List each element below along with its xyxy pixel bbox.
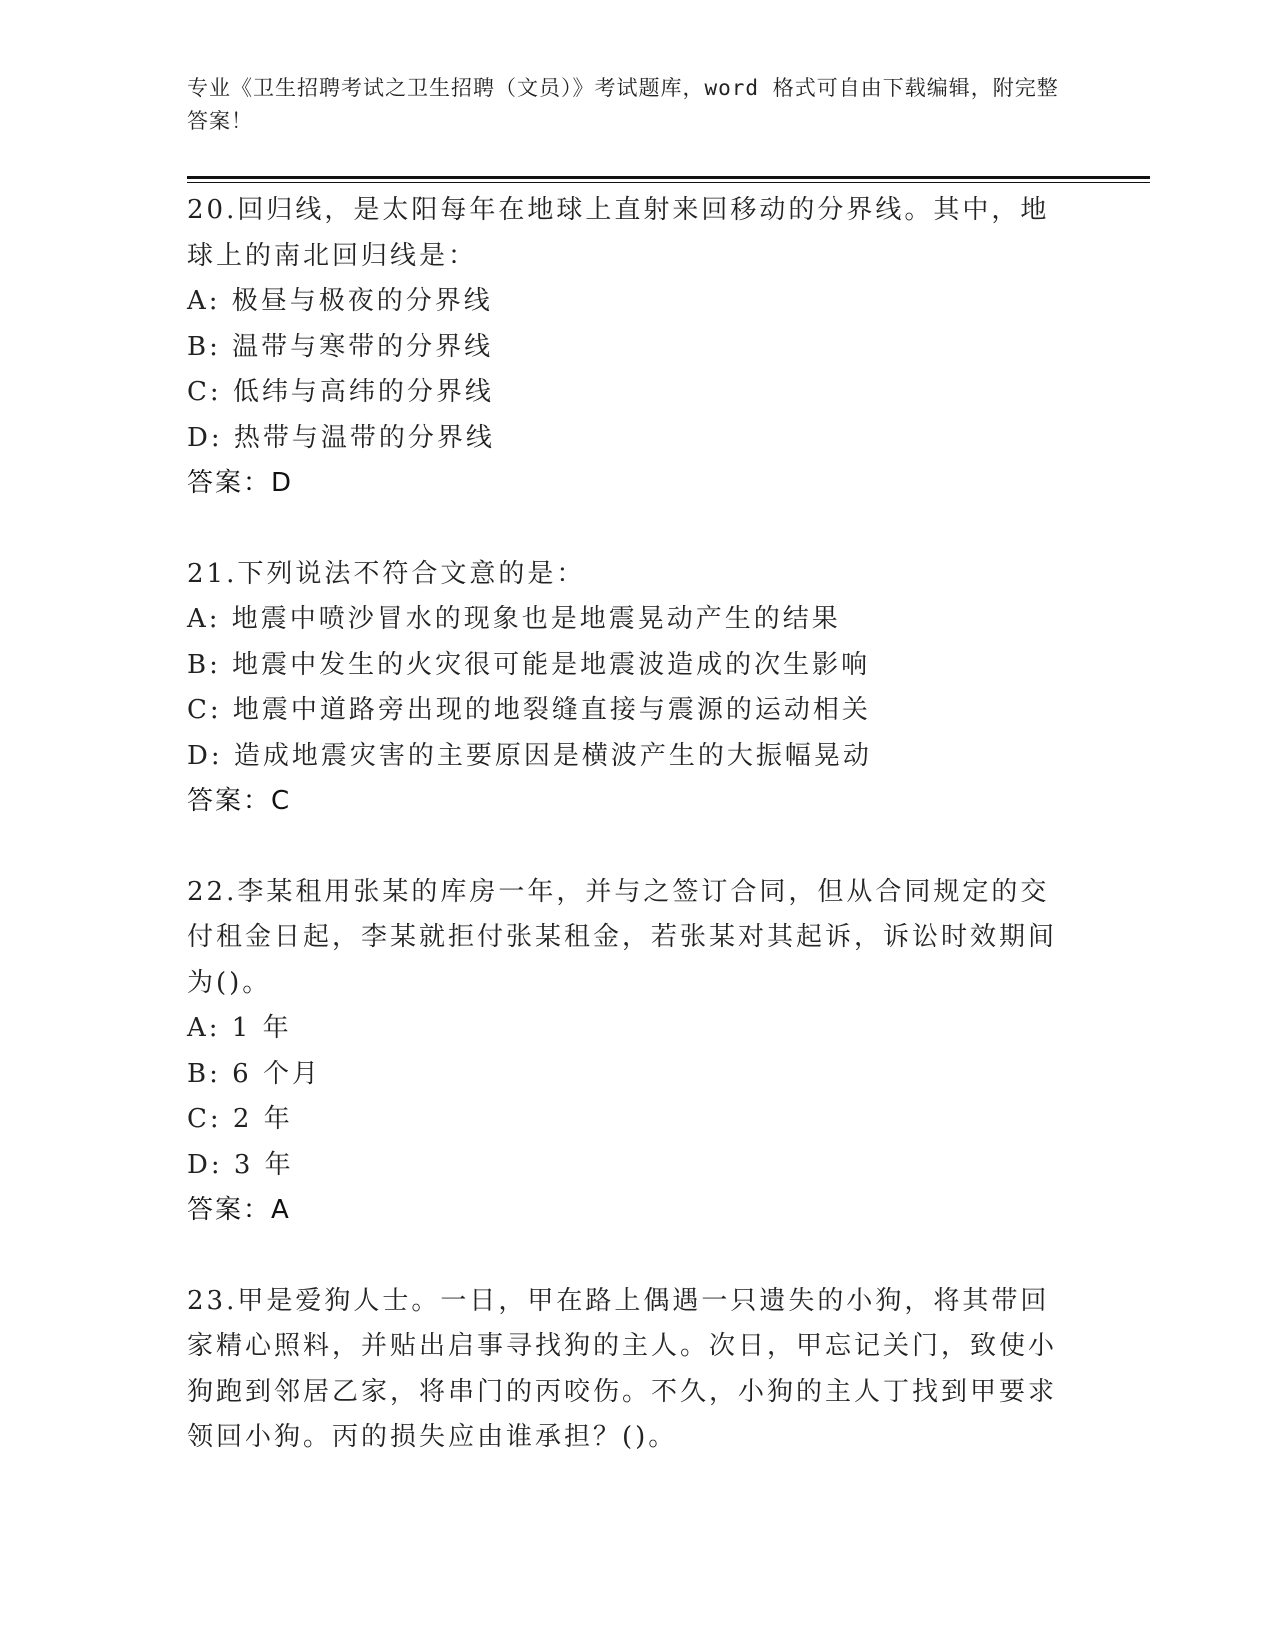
- option-a: A: 1 年: [187, 1013, 292, 1043]
- question-stem: 22.李某租用张某的库房一年，并与之签订合同，但从合同规定的交付租金日起，李某就拒付张某租金，若张某对其起诉，诉讼时效期间为()。: [187, 876, 1058, 998]
- question-list: [187, 188, 1087, 1506]
- answer-line: 答案：A: [187, 1195, 291, 1225]
- answer-line: 答案：D: [187, 468, 294, 498]
- document-header: [187, 72, 1067, 138]
- option-d: D: 3 年: [187, 1149, 294, 1180]
- header-divider-thin: [187, 182, 1150, 183]
- question-stem: 20.回归线，是太阳每年在地球上直射来回移动的分界线。其中，地球上的南北回归线是：: [187, 195, 1050, 271]
- option-b: B: 6 个月: [187, 1058, 321, 1089]
- option-b: B: 地震中发生的火灾很可能是地震波造成的次生影响: [187, 649, 871, 680]
- option-a: A: 地震中喷沙冒水的现象也是地震晃动产生的结果: [187, 604, 841, 634]
- option-c: C: 低纬与高纬的分界线: [187, 377, 494, 407]
- question-stem: 21.下列说法不符合文意的是：: [187, 558, 586, 589]
- question-20: [187, 188, 1087, 507]
- question-stem: 23.甲是爱狗人士。一日，甲在路上偶遇一只遗失的小狗，将其带回家精心照料，并贴出启事寻找狗的主人。次日，甲忘记关门，致使小狗跑到邻居乙家，将串门的丙咬伤。不久，小狗的主人丁找到甲要求领回小狗。丙的损失应由谁承担？()。: [187, 1285, 1058, 1452]
- option-c: C: 2 年: [187, 1104, 293, 1134]
- header-divider-thick: [187, 176, 1150, 179]
- option-c: C: 地震中道路旁出现的地裂缝直接与震源的运动相关: [187, 695, 871, 725]
- question-22: [187, 870, 1087, 1234]
- option-d: D: 造成地震灾害的主要原因是横波产生的大振幅晃动: [187, 740, 872, 771]
- answer-line: 答案：C: [187, 786, 292, 816]
- header-title: 专业《卫生招聘考试之卫生招聘（文员）》考试题库，word 格式可自由下载编辑，附完整答案！: [187, 76, 1059, 133]
- option-d: D: 热带与温带的分界线: [187, 422, 495, 453]
- option-b: B: 温带与寒带的分界线: [187, 331, 494, 362]
- question-23: [187, 1279, 1087, 1461]
- option-a: A: 极昼与极夜的分界线: [187, 286, 493, 316]
- question-21: [187, 552, 1087, 825]
